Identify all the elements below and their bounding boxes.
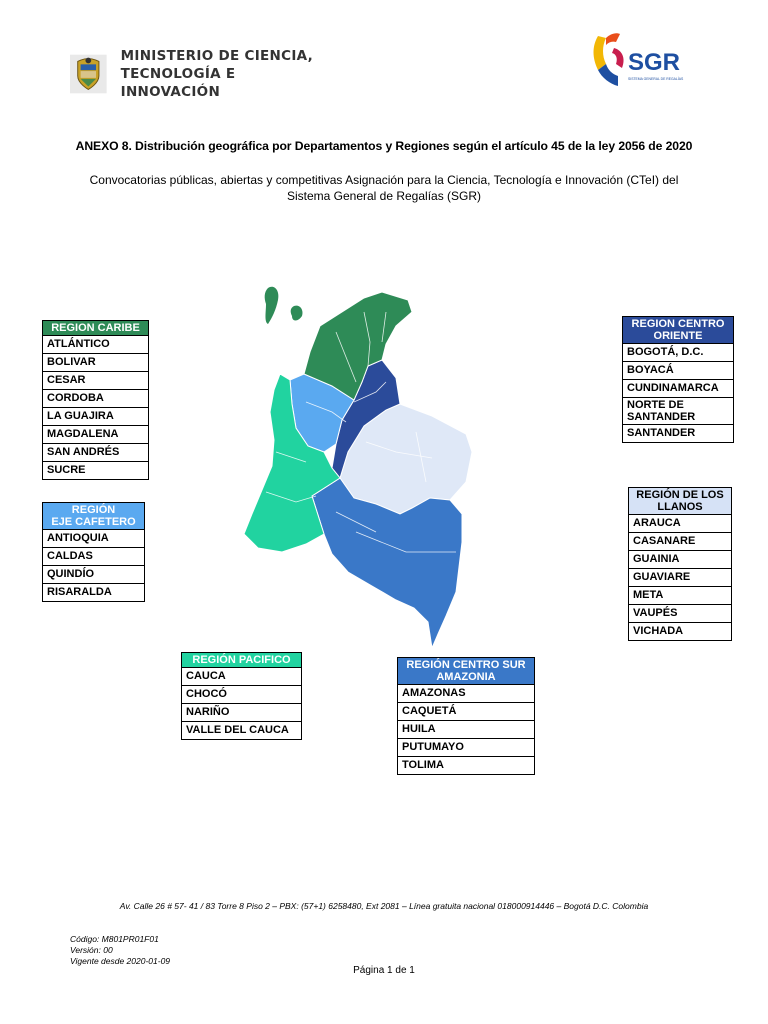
department-cell: BOGOTÁ, D.C. (623, 344, 734, 362)
department-cell: CAUCA (182, 668, 302, 686)
region-eje-cafetero-header-line1: REGIÓN (71, 504, 116, 516)
department-cell: GUAINIA (629, 551, 732, 569)
map-providencia (291, 306, 303, 321)
ministry-logo (70, 48, 332, 100)
ministry-name (121, 47, 332, 101)
colombia-regions-map (236, 282, 476, 652)
ministry-name-line1: MINISTERIO DE CIENCIA, (120, 48, 314, 64)
document-version: Versión: 00 (70, 945, 113, 955)
department-cell: CAQUETÁ (398, 703, 535, 721)
region-centro-sur-header-line2: AMAZONIA (436, 671, 496, 683)
department-cell: CORDOBA (43, 390, 149, 408)
map-san-andres (265, 287, 279, 324)
region-caribe-table (42, 320, 149, 480)
sgr-logo-text: SGR (628, 49, 681, 76)
region-llanos-header-line1: REGIÓN DE LOS (636, 489, 724, 501)
region-centro-oriente-table (622, 316, 734, 443)
department-cell: NARIÑO (182, 704, 302, 722)
footer-address: Av. Calle 26 # 57- 41 / 83 Torre 8 Piso 2 – PBX: (57+1) 6258480, Ext 2081 – Línea gratuita nacional 018000914446 – Bogotá D.C. Colombia (119, 901, 649, 911)
document-metadata (70, 934, 170, 967)
department-cell: ANTIOQUIA (43, 530, 145, 548)
department-cell: BOLIVAR (43, 354, 149, 372)
department-cell: BOYACÁ (623, 362, 734, 380)
region-llanos-header (629, 488, 732, 515)
region-eje-cafetero-header-line2: EJE CAFETERO (51, 516, 136, 528)
sgr-logo-subtext: SISTEMA GENERAL DE REGALÍAS (628, 77, 684, 81)
department-cell: VAUPÉS (629, 605, 732, 623)
region-caribe-header: REGION CARIBE (43, 321, 149, 336)
region-eje-cafetero-header (43, 503, 145, 530)
department-cell: CESAR (43, 372, 149, 390)
department-cell: MAGDALENA (43, 426, 149, 444)
ministry-name-line2: TECNOLOGÍA E INNOVACIÓN (120, 66, 236, 100)
department-cell: VALLE DEL CAUCA (182, 722, 302, 740)
department-cell: TOLIMA (398, 757, 535, 775)
region-pacifico-header: REGIÓN PACIFICO (182, 653, 302, 668)
sgr-logo (588, 28, 692, 94)
region-pacifico-table (181, 652, 302, 740)
department-cell: CASANARE (629, 533, 732, 551)
department-cell: GUAVIARE (629, 569, 732, 587)
department-cell: VICHADA (629, 623, 732, 641)
region-llanos-table (628, 487, 732, 641)
region-centro-sur-table (397, 657, 535, 775)
department-cell: SUCRE (43, 462, 149, 480)
department-cell: NORTE DE SANTANDER (623, 398, 734, 425)
department-cell: CHOCÓ (182, 686, 302, 704)
department-cell: RISARALDA (43, 584, 145, 602)
department-cell: CUNDINAMARCA (623, 380, 734, 398)
document-code: Código: M801PR01F01 (70, 934, 159, 944)
department-cell: QUINDÍO (43, 566, 145, 584)
region-centro-oriente-header-line2: ORIENTE (653, 330, 703, 342)
department-cell: AMAZONAS (398, 685, 535, 703)
region-centro-oriente-header-line1: REGION CENTRO (631, 318, 725, 330)
region-centro-sur-header-line1: REGIÓN CENTRO SUR (406, 659, 526, 671)
page-number: Página 1 de 1 (353, 965, 415, 976)
department-cell: HUILA (398, 721, 535, 739)
region-centro-oriente-header (623, 317, 734, 344)
department-cell: ATLÁNTICO (43, 336, 149, 354)
department-cell: META (629, 587, 732, 605)
department-cell: LA GUAJIRA (43, 408, 149, 426)
department-cell: SANTANDER (623, 425, 734, 443)
region-llanos-header-line2: LLANOS (657, 501, 703, 513)
department-cell: CALDAS (43, 548, 145, 566)
document-valid-from: Vigente desde 2020-01-09 (70, 956, 171, 966)
subtitle: Convocatorias públicas, abiertas y competitivas Asignación para la Ciencia, Tecnología e Innovación (CTeI) del Sistema General de Regalías (SGR) (89, 173, 679, 203)
colombia-coat-of-arms-icon (70, 54, 107, 94)
annex-title: ANEXO 8. Distribución geográfica por Departamentos y Regiones según el artículo 45 de la ley 2056 de 2020 (75, 139, 693, 153)
department-cell: ARAUCA (629, 515, 732, 533)
region-eje-cafetero-table (42, 502, 145, 602)
department-cell: PUTUMAYO (398, 739, 535, 757)
department-cell: SAN ANDRÉS (43, 444, 149, 462)
region-centro-sur-header (398, 658, 535, 685)
